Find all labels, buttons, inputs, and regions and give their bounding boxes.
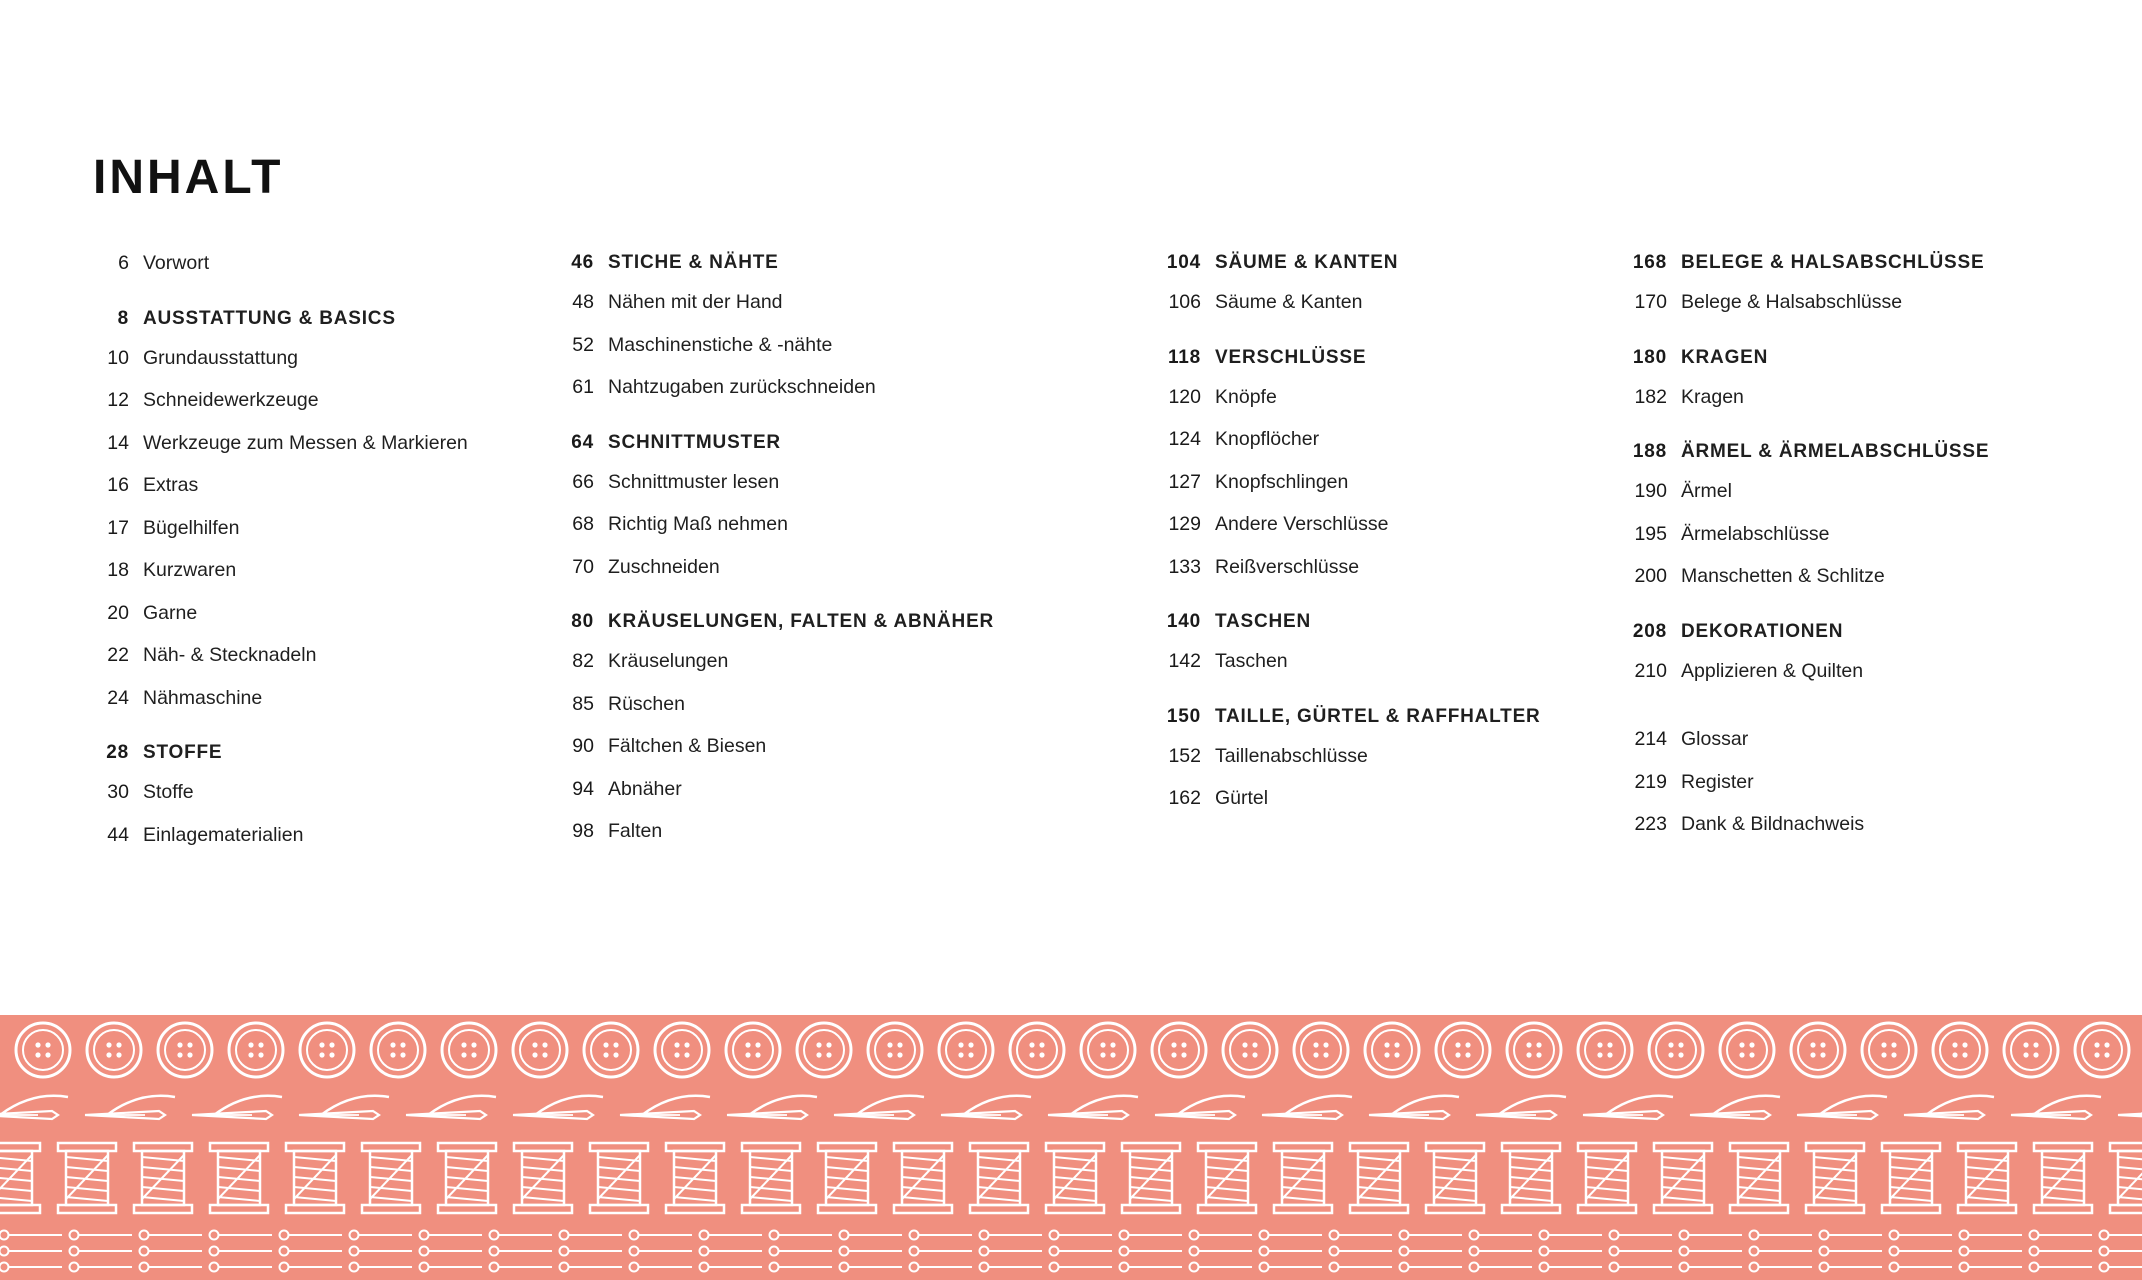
page-number: 20: [107, 601, 129, 624]
toc-entry: [558, 650, 994, 693]
page-number: 188: [1632, 441, 1667, 462]
toc-column-4: [1619, 252, 1989, 856]
toc-label: Dank & Bildnachweis: [1681, 813, 1865, 835]
toc-label: Schneidewerkzeuge: [143, 389, 319, 411]
toc-entry: [558, 513, 994, 556]
toc-entry: [558, 334, 994, 377]
toc-entry: [93, 432, 468, 475]
page-number: 22: [107, 644, 129, 666]
toc-label: Nahtzugaben zurückschneiden: [608, 376, 876, 398]
toc-column-3: [1153, 252, 1541, 830]
toc-label: Rüschen: [608, 692, 685, 715]
toc-entry: [1619, 386, 1989, 429]
toc-entry: [1153, 291, 1541, 334]
toc-label: Zuschneiden: [608, 555, 720, 578]
toc-entry: [558, 556, 994, 599]
toc-column-2: [558, 252, 994, 863]
toc-label: STICHE & NÄHTE: [608, 252, 779, 273]
page-number: 28: [106, 742, 129, 763]
page-number: 82: [572, 650, 594, 672]
toc-entry: [1619, 813, 1989, 856]
page-number: 106: [1168, 291, 1201, 313]
toc-label: Register: [1681, 770, 1754, 793]
page-number: 219: [1634, 770, 1667, 793]
toc-section-heading: [1153, 347, 1541, 386]
toc-label: BELEGE & HALSABSCHLÜSSE: [1681, 252, 1985, 273]
toc-entry: [1619, 660, 1989, 703]
toc-label: Näh- & Stecknadeln: [143, 644, 317, 666]
toc-entry: [1153, 513, 1541, 556]
page-number: 208: [1632, 620, 1667, 642]
toc-entry: [1153, 428, 1541, 471]
page-number: 17: [107, 516, 129, 539]
page-number: 214: [1634, 728, 1667, 750]
toc-label: Säume & Kanten: [1215, 291, 1363, 313]
toc-label: Knopflöcher: [1215, 428, 1320, 450]
page-number: 44: [107, 823, 129, 846]
page-number: 104: [1166, 252, 1201, 273]
toc-section-heading: [1153, 611, 1541, 650]
toc-label: KRÄUSELUNGEN, FALTEN & ABNÄHER: [608, 611, 995, 632]
page-number: 48: [572, 291, 594, 313]
toc-entry: [1619, 728, 1989, 771]
toc-entry: [1153, 745, 1541, 788]
toc-section-heading: [1619, 441, 1989, 480]
toc-entry: [93, 602, 468, 645]
toc-label: Kurzwaren: [143, 559, 237, 581]
sewing-pattern-band: [0, 1015, 2142, 1280]
toc-label: Knopfschlingen: [1215, 470, 1349, 493]
toc-label: Vorwort: [143, 252, 210, 274]
toc-entry: [1619, 291, 1989, 334]
toc-label: Gürtel: [1215, 787, 1269, 809]
page-number: 200: [1634, 565, 1667, 587]
page-number: 66: [572, 470, 594, 493]
page-number: 14: [107, 431, 129, 454]
toc-entry: [93, 687, 468, 730]
toc-entry: [93, 644, 468, 687]
toc-label: ÄRMEL & ÄRMELABSCHLÜSSE: [1681, 441, 1990, 462]
toc-label: KRAGEN: [1681, 346, 1769, 368]
toc-entry: [93, 517, 468, 560]
page-number: 182: [1634, 385, 1667, 408]
toc-label: Belege & Halsabschlüsse: [1681, 291, 1903, 313]
toc-label: Extras: [143, 474, 199, 496]
toc-label: Fältchen & Biesen: [608, 735, 767, 757]
toc-label: AUSSTATTUNG & BASICS: [143, 307, 396, 329]
toc-label: Ärmel: [1681, 480, 1732, 502]
toc-entry: [93, 781, 468, 824]
page-number: 223: [1634, 813, 1667, 835]
toc-label: STOFFE: [143, 742, 223, 763]
toc-label: Applizieren & Quilten: [1681, 659, 1864, 682]
toc-label: Grundausstattung: [143, 346, 299, 369]
toc-entry: [1153, 471, 1541, 514]
page-number: 80: [571, 611, 594, 632]
toc-entry: [558, 735, 994, 778]
toc-entry: [1153, 386, 1541, 429]
toc-section-heading: [558, 432, 994, 471]
toc-entry: [1619, 565, 1989, 608]
toc-entry: [1153, 650, 1541, 693]
toc-entry: [1153, 787, 1541, 830]
toc-entry: [558, 376, 994, 419]
sewing-pattern-illustration: [0, 1015, 2142, 1280]
toc-label: Richtig Maß nehmen: [608, 513, 788, 535]
page-number: 168: [1632, 252, 1667, 273]
page-number: 150: [1166, 705, 1201, 727]
page-number: 46: [571, 252, 594, 273]
toc-entry: [558, 471, 994, 514]
toc-label: Stoffe: [143, 781, 194, 803]
page-title: INHALT: [93, 151, 284, 204]
page-number: 180: [1632, 346, 1667, 368]
page-number: 142: [1168, 650, 1201, 672]
toc-section-heading: [1619, 621, 1989, 660]
toc-label: Glossar: [1681, 728, 1749, 750]
page-number: 152: [1168, 744, 1201, 767]
toc-section-heading: [1153, 706, 1541, 745]
toc-label: Ärmelabschlüsse: [1681, 522, 1830, 545]
toc-section-heading: [558, 611, 994, 650]
toc-section-heading: [1153, 252, 1541, 291]
page-number: 64: [571, 431, 594, 453]
toc-label: TASCHEN: [1215, 611, 1312, 632]
page-number: 162: [1168, 787, 1201, 809]
toc-label: Nähen mit der Hand: [608, 291, 783, 313]
page-number: 120: [1168, 385, 1201, 408]
toc-label: TAILLE, GÜRTEL & RAFFHALTER: [1215, 705, 1541, 727]
page-number: 133: [1168, 555, 1201, 578]
toc-label: Reißverschlüsse: [1215, 555, 1360, 578]
toc-entry: [93, 474, 468, 517]
toc-section-heading: [1619, 252, 1989, 291]
toc-section-heading: [1619, 347, 1989, 386]
page-number: 6: [118, 252, 129, 274]
toc-entry: [558, 291, 994, 334]
toc-entry: [558, 778, 994, 821]
toc-label: Schnittmuster lesen: [608, 470, 780, 493]
page-number: 85: [572, 692, 594, 715]
toc-label: VERSCHLÜSSE: [1215, 346, 1367, 368]
toc-entry: [558, 693, 994, 736]
page-number: 18: [107, 559, 129, 581]
toc-label: Abnäher: [608, 777, 682, 800]
page-number: 52: [572, 333, 594, 356]
toc-label: SCHNITTMUSTER: [608, 431, 781, 453]
toc-label: Manschetten & Schlitze: [1681, 565, 1885, 587]
page-number: 12: [107, 389, 129, 411]
page-number: 98: [572, 820, 594, 842]
toc-column-1: [93, 252, 468, 866]
toc-entry: [93, 252, 468, 295]
toc-label: Werkzeuge zum Messen & Markieren: [143, 431, 468, 454]
page-number: 16: [107, 474, 129, 496]
toc-entry: [93, 389, 468, 432]
page-number: 124: [1168, 428, 1201, 450]
toc-entry: [93, 559, 468, 602]
toc-entry: [93, 347, 468, 390]
page-number: 90: [572, 735, 594, 757]
page-number: 140: [1166, 611, 1201, 632]
toc-entry: [93, 824, 468, 867]
page-number: 61: [572, 376, 594, 398]
page-number: 8: [117, 307, 129, 329]
toc-label: DEKORATIONEN: [1681, 620, 1844, 642]
page-number: 195: [1634, 522, 1667, 545]
toc-entry: [558, 820, 994, 863]
toc-label: Taillenabschlüsse: [1215, 744, 1368, 767]
page-number: 210: [1634, 659, 1667, 682]
toc-label: Falten: [608, 820, 663, 842]
toc-label: Maschinenstiche & -nähte: [608, 333, 833, 356]
toc-label: Einlagematerialien: [143, 823, 304, 846]
toc-entry: [1619, 480, 1989, 523]
toc-section-heading: [93, 742, 468, 781]
page-number: 127: [1168, 470, 1201, 493]
page-number: 10: [107, 346, 129, 369]
page-number: 94: [572, 777, 594, 800]
toc-label: Garne: [143, 601, 198, 624]
page-number: 190: [1634, 480, 1667, 502]
page-number: 30: [107, 781, 129, 803]
toc-label: SÄUME & KANTEN: [1215, 252, 1399, 273]
toc-label: Bügelhilfen: [143, 516, 240, 539]
toc-label: Andere Verschlüsse: [1215, 513, 1389, 535]
page-number: 68: [572, 513, 594, 535]
page-number: 129: [1168, 513, 1201, 535]
toc-section-heading: [558, 252, 994, 291]
page-number: 24: [107, 686, 129, 709]
toc-entry: [1153, 556, 1541, 599]
toc-label: Kräuselungen: [608, 650, 729, 672]
page-number: 170: [1634, 291, 1667, 313]
page-number: 118: [1167, 346, 1201, 368]
page-number: 70: [572, 555, 594, 578]
toc-label: Kragen: [1681, 385, 1744, 408]
toc-label: Knöpfe: [1215, 385, 1277, 408]
toc-entry: [1619, 523, 1989, 566]
toc-section-heading: [93, 308, 468, 347]
toc-entry: [1619, 771, 1989, 814]
toc-label: Nähmaschine: [143, 686, 263, 709]
toc-label: Taschen: [1215, 650, 1288, 672]
